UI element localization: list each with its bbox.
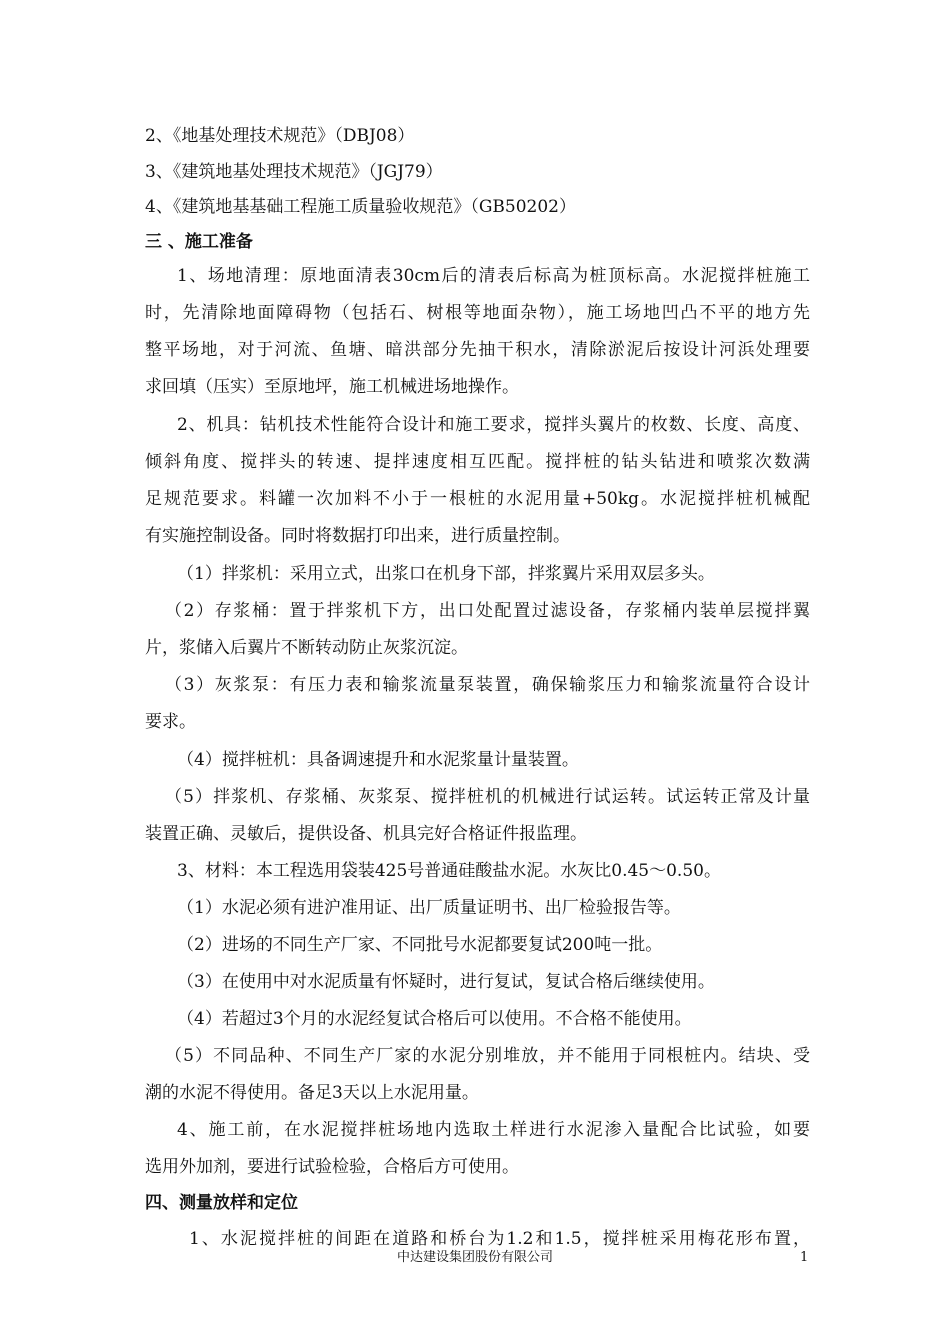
paragraph-line: 潮的水泥不得使用。备足3天以上水泥用量。	[145, 1083, 479, 1103]
reference-item-2: 2、《地基处理技术规范》（DBJ08）	[145, 126, 415, 146]
list-item: （2）存浆桶：置于拌浆机下方，出口处配置过滤设备，存浆桶内装单层搅拌翼	[165, 601, 810, 621]
paragraph-line: 2、机具：钻机技术性能符合设计和施工要求，搅拌头翼片的枚数、长度、高度、	[177, 415, 810, 435]
list-item: （3）在使用中对水泥质量有怀疑时，进行复试，复试合格后继续使用。	[177, 972, 715, 992]
paragraph-line: 时，先清除地面障碍物（包括石、树根等地面杂物），施工场地凹凸不平的地方先	[145, 303, 810, 323]
list-item: （3）灰浆泵：有压力表和输浆流量泵装置，确保输浆压力和输浆流量符合设计	[165, 675, 810, 695]
paragraph-line: 装置正确、灵敏后，提供设备、机具完好合格证件报监理。	[145, 824, 587, 844]
paragraph-line: 选用外加剂，要进行试验检验，合格后方可使用。	[145, 1157, 519, 1177]
section-heading-4: 四、测量放样和定位	[145, 1193, 298, 1213]
paragraph-line: 整平场地，对于河流、鱼塘、暗洪部分先抽干积水，清除淤泥后按设计河浜处理要	[145, 340, 810, 360]
paragraph-line: 求回填（压实）至原地坪，施工机械进场地操作。	[145, 377, 519, 397]
paragraph-line: 片，浆储入后翼片不断转动防止灰浆沉淀。	[145, 638, 468, 658]
paragraph-line: 3、材料：本工程选用袋装425号普通硅酸盐水泥。水灰比0.45～0.50。	[177, 861, 721, 881]
paragraph-line: 1、水泥搅拌桩的间距在道路和桥台为1.2和1.5，搅拌桩采用梅花形布置，	[189, 1229, 810, 1249]
list-item: （2）进场的不同生产厂家、不同批号水泥都要复试200吨一批。	[177, 935, 663, 955]
reference-item-3: 3、《建筑地基处理技术规范》（JGJ79）	[145, 162, 443, 182]
list-item: （4）若超过3个月的水泥经复试合格后可以使用。不合格不能使用。	[177, 1009, 692, 1029]
list-item: （4）搅拌桩机：具备调速提升和水泥浆量计量装置。	[177, 750, 579, 770]
list-item: （1）拌浆机：采用立式，出浆口在机身下部，拌浆翼片采用双层多头。	[177, 564, 715, 584]
paragraph-line: 1、场地清理：原地面清表30cm后的清表后标高为桩顶标高。水泥搅拌桩施工	[177, 266, 810, 286]
list-item: （5）拌浆机、存浆桶、灰浆泵、搅拌桩机的机械进行试运转。试运转正常及计量	[165, 787, 810, 807]
footer-page-number: 1	[800, 1250, 809, 1265]
paragraph-line: 4、施工前，在水泥搅拌桩场地内选取土样进行水泥渗入量配合比试验，如要	[177, 1120, 810, 1140]
footer-company-name: 中达建设集团股份有限公司	[396, 1250, 553, 1265]
list-item: （1）水泥必须有进沪准用证、出厂质量证明书、出厂检验报告等。	[177, 898, 681, 918]
paragraph-line: 倾斜角度、搅拌头的转速、提拌速度相互匹配。搅拌桩的钻头钻进和喷浆次数满	[145, 452, 810, 472]
reference-item-4: 4、《建筑地基基础工程施工质量验收规范》（GB50202）	[145, 197, 576, 217]
paragraph-line: 足规范要求。料罐一次加料不小于一根桩的水泥用量+50kg。水泥搅拌桩机械配	[145, 489, 810, 509]
paragraph-line: 有实施控制设备。同时将数据打印出来，进行质量控制。	[145, 526, 570, 546]
list-item: （5）不同品种、不同生产厂家的水泥分别堆放，并不能用于同根桩内。结块、受	[165, 1046, 810, 1066]
section-heading-3: 三 、施工准备	[145, 232, 253, 252]
paragraph-line: 要求。	[145, 712, 196, 732]
